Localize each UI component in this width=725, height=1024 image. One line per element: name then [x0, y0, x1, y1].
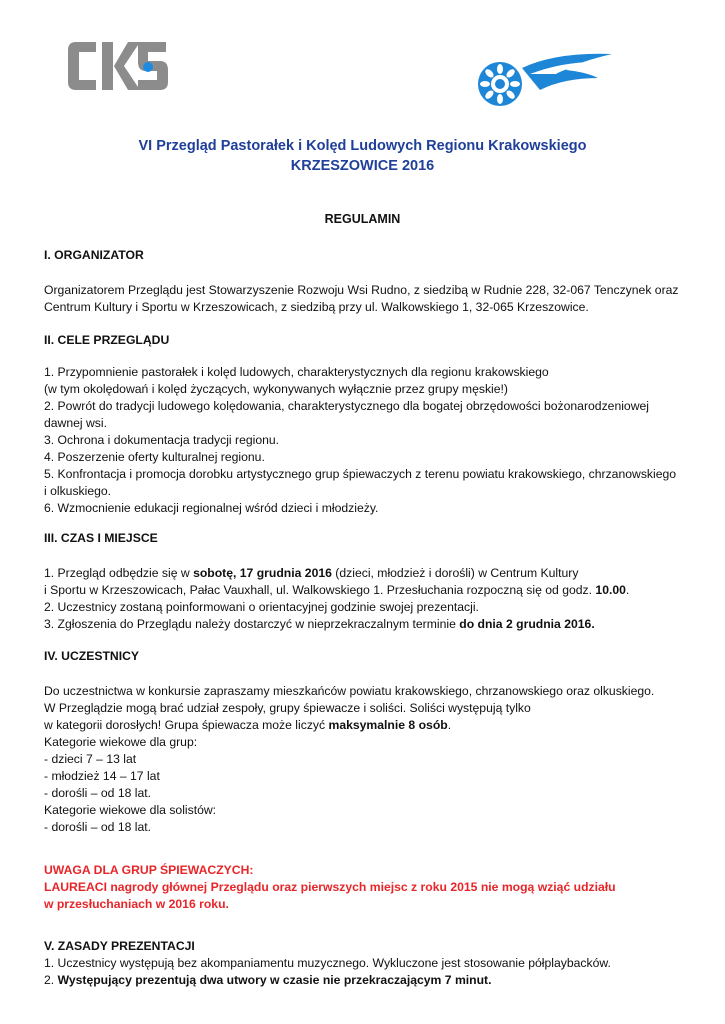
- warning-block: [44, 862, 684, 913]
- section-heading: II. CELE PRZEGLĄDU: [44, 333, 170, 347]
- list-item: 1. Przypomnienie pastorałek i kolęd ludowych, charakterystycznych dla regionu krakowskiego: [44, 365, 549, 379]
- goals-list: [44, 364, 684, 517]
- warning-heading: UWAGA DLA GRUP ŚPIEWACZYCH:: [44, 863, 254, 877]
- section-heading: I. ORGANIZATOR: [44, 248, 144, 262]
- warning-line: w przesłuchaniach w 2016 roku.: [44, 897, 229, 911]
- organizer-text: [44, 282, 684, 316]
- time-place-text: [44, 565, 684, 633]
- list-item: - dorośli – od 18 lat.: [44, 820, 152, 834]
- warning-line: LAUREACI nagrody głównej Przeglądu oraz pierwszych miejsc z roku 2015 nie mogą wziąć udziału: [44, 880, 616, 894]
- doc-title: REGULAMIN: [324, 212, 401, 226]
- list-item: (w tym okolędowań i kolęd życzących, wykonywanych wyłącznie przez grupy męskie!): [44, 382, 508, 396]
- section-heading: III. CZAS I MIEJSCE: [44, 531, 158, 545]
- list-item: - dzieci 7 – 13 lat: [44, 752, 137, 766]
- paragraph-line: i Sportu w Krzeszowicach, Pałac Vauxhall, ul. Walkowskiego 1. Przesłuchania rozpoczną się od godz. 10.00.: [44, 583, 630, 597]
- paragraph-line: Centrum Kultury i Sportu w Krzeszowicach, z siedzibą przy ul. Walkowskiego 1, 32-065 Krzeszowice.: [44, 300, 589, 314]
- paragraph-line: 1. Przegląd odbędzie się w sobotę, 17 grudnia 2016 (dzieci, młodzież i dorośli) w Centrum Kultury: [44, 566, 579, 580]
- section-organizer: [44, 247, 684, 264]
- paragraph-line: 2. Uczestnicy zostaną poinformowani o orientacyjnej godzinie swojej prezentacji.: [44, 600, 479, 614]
- participants-text: [44, 683, 684, 836]
- paragraph-line: 3. Zgłoszenia do Przeglądu należy dostarczyć w nieprzekraczalnym terminie do dnia 2 grudnia 2016.: [44, 617, 595, 631]
- section-time-place: [44, 530, 684, 547]
- paragraph-line: Organizatorem Przeglądu jest Stowarzyszenie Rozwoju Wsi Rudno, z siedzibą w Rudnie 228, 32-067 Tenczynek oraz: [44, 283, 679, 297]
- section-heading: IV. UCZESTNICY: [44, 649, 140, 663]
- list-item: i olkuskiego.: [44, 484, 112, 498]
- list-item: 4. Poszerzenie oferty kulturalnej regionu.: [44, 450, 265, 464]
- paragraph-line: Kategorie wiekowe dla solistów:: [44, 803, 217, 817]
- list-item: 3. Ochrona i dokumentacja tradycji regionu.: [44, 433, 280, 447]
- event-location-year: KRZESZOWICE 2016: [290, 158, 435, 174]
- paragraph-line: w kategorii dorosłych! Grupa śpiewacza może liczyć maksymalnie 8 osób.: [44, 718, 452, 732]
- list-item: 5. Konfrontacja i promocja dorobku artystycznego grup śpiewaczych z terenu powiatu krakowskiego, chrzanowskiego: [44, 467, 677, 481]
- list-item: 1. Uczestnicy występują bez akompaniamentu muzycznego. Wykluczone jest stosowanie półplaybacków.: [44, 956, 611, 970]
- list-item: - młodzież 14 – 17 lat: [44, 769, 160, 783]
- cks-logo-icon: [66, 40, 170, 92]
- section-presentation-rules: [44, 938, 684, 989]
- list-item: - dorośli – od 18 lat.: [44, 786, 152, 800]
- section-heading: V. ZASADY PREZENTACJI: [44, 939, 195, 953]
- list-item: 6. Wzmocnienie edukacji regionalnej wśród dzieci i młodzieży.: [44, 501, 379, 515]
- list-item: dawnej wsi.: [44, 416, 107, 430]
- paragraph-line: Kategorie wiekowe dla grup:: [44, 735, 198, 749]
- section-participants: [44, 648, 684, 665]
- event-title: VI Przegląd Pastorałek i Kolęd Ludowych Regionu Krakowskiego: [138, 138, 587, 154]
- list-item: 2. Powrót do tradycji ludowego kolędowania, charakterystycznego dla bogatej obrzędowości bożonarodzeniowej: [44, 399, 649, 413]
- paragraph-line: Do uczestnictwa w konkursie zapraszamy mieszkańców powiatu krakowskiego, chrzanowskiego oraz olkuskiego.: [44, 684, 655, 698]
- section-goals: [44, 332, 684, 349]
- list-item: 2. Występujący prezentują dwa utwory w czasie nie przekraczającym 7 minut.: [44, 973, 492, 987]
- comet-star-logo-icon: [466, 48, 614, 114]
- paragraph-line: W Przeglądzie mogą brać udział zespoły, grupy śpiewacze i soliści. Soliści występują tylko: [44, 701, 531, 715]
